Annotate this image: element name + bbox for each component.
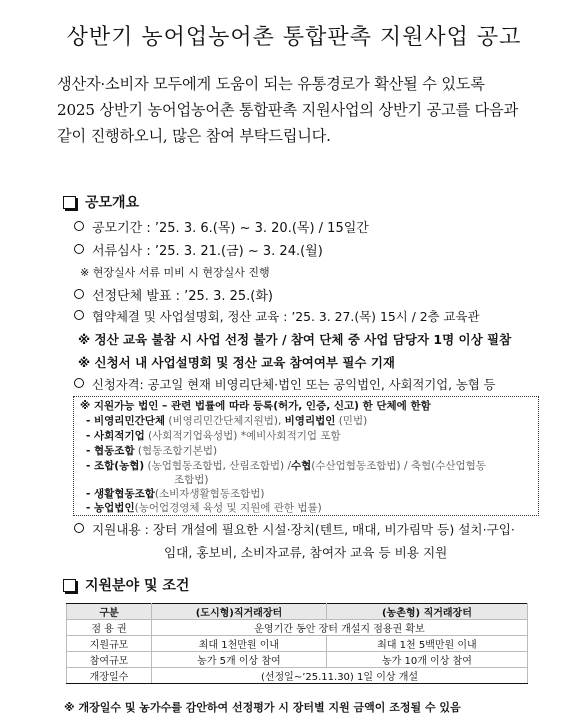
table-header-cell: (도시형)직거래장터 — [152, 604, 327, 620]
circle-bullet-icon — [74, 378, 84, 388]
page-title: 상반기 농어업농어촌 통합판촉 지원사업 공고 — [66, 25, 522, 50]
list-item-announce — [74, 285, 273, 304]
table-row — [67, 636, 528, 652]
warning-note: ※ 정산 교육 불참 시 사업 선정 불가 / 참여 단체 중 사업 담당자 1명 이상 필참 — [78, 332, 512, 347]
section-heading-overview — [63, 192, 139, 212]
intro-line: 같이 진행하오니, 많은 참여 부탁드립니다. — [57, 127, 331, 145]
intro-line: 2025 상반기 농어업농어촌 통합판촉 지원사업의 상반기 공고를 다음과 — [57, 101, 518, 119]
table-header-row — [67, 604, 528, 620]
list-item-review — [74, 240, 323, 259]
list-item-text: 신청자격: 공고일 현재 비영리단체·법인 또는 공익법인, 사회적기업, 농협 등 — [92, 378, 496, 392]
list-item-text: 서류심사 : ’25. 3. 21.(금) ~ 3. 24.(월) — [92, 244, 323, 259]
list-item-text: 선정단체 발표 : ’25. 3. 25.(화) — [92, 289, 273, 304]
circle-bullet-icon — [74, 523, 84, 533]
eligibility-line: - 조합(농협) (농업협동조합법, 산림조합법) /수협(수산업협동조합법) / 축협(수산업협동 — [86, 460, 486, 472]
eligibility-header: ※ 지원가능 법인 – 관련 법률에 따라 등록(허가, 인증, 신고) 한 단체에 한함 — [80, 400, 431, 412]
circle-bullet-icon — [74, 310, 84, 320]
circle-bullet-icon — [74, 289, 84, 299]
table-cell: 농가 5개 이상 참여 — [152, 652, 327, 668]
list-item-eligibility — [74, 375, 496, 393]
table-cell-label: 지원규모 — [67, 636, 152, 652]
section-heading-support-fields — [63, 575, 189, 595]
table-cell: 농가 10개 이상 참여 — [326, 652, 527, 668]
list-item-support — [74, 519, 515, 538]
circle-bullet-icon — [74, 221, 84, 231]
table-footnote: ※ 개장일수 및 농가수를 감안하여 선정평가 시 장터별 지원 금액이 조정될 수 있음 — [64, 701, 461, 714]
list-item-text: 협약체결 및 사업설명회, 정산 교육 : ’25. 3. 27.(목) 15시 / 2층 교육관 — [92, 309, 480, 324]
warning-note: ※ 신청서 내 사업설명회 및 정산 교육 참여여부 필수 기재 — [78, 355, 395, 370]
eligibility-line: - 사회적기업 (사회적기업육성법) *예비사회적기업 포함 — [86, 430, 341, 442]
table-cell: 최대 1천 5백만원 이내 — [326, 636, 527, 652]
checkbox-square-icon — [63, 196, 76, 209]
checkbox-square-icon — [63, 579, 76, 592]
support-conditions-table — [66, 603, 528, 684]
table-row — [67, 620, 528, 636]
section-heading-label: 지원분야 및 조건 — [85, 578, 190, 594]
table-cell: 최대 1천만원 이내 — [152, 636, 327, 652]
eligibility-line: - 생활협동조합(소비자생활협동조합법) — [86, 488, 265, 500]
eligibility-line: - 협동조합 (협동조합기본법) — [86, 445, 218, 457]
table-cell-label: 참여규모 — [67, 652, 152, 668]
eligibility-line: - 비영리민간단체 (비영리민간단체지원법), 비영리법인 (민법) — [86, 415, 368, 427]
eligibility-box — [73, 396, 539, 516]
intro-line: 생산자·소비자 모두에게 도움이 되는 유통경로가 확산될 수 있도록 — [57, 75, 485, 93]
list-item-agreement — [74, 307, 479, 325]
eligibility-line: 조합법) — [174, 474, 209, 486]
table-cell-label: 개장일수 — [67, 668, 152, 684]
eligibility-line: - 농업법인(농어업경영체 육성 및 지원에 관한 법률) — [86, 502, 322, 514]
table-header-cell: (농촌형) 직거래장터 — [326, 604, 527, 620]
review-note: ※ 현장실사 서류 미비 시 현장실사 진행 — [80, 266, 270, 279]
list-item-period — [74, 217, 369, 236]
table-cell: (선정일~’25.11.30) 1일 이상 개설 — [152, 668, 528, 684]
circle-bullet-icon — [74, 244, 84, 254]
table-row — [67, 668, 528, 684]
table-header-cell: 구분 — [67, 604, 152, 620]
table-row — [67, 652, 528, 668]
list-item-text: 공모기간 : ’25. 3. 6.(목) ~ 3. 20.(목) / 15일간 — [92, 221, 369, 236]
table-cell-label: 점 용 권 — [67, 620, 152, 636]
support-line-2: 임대, 홍보비, 소비자교류, 참여자 교육 등 비용 지원 — [164, 545, 448, 560]
table-cell: 운영기간 동안 장터 개설지 점용권 확보 — [152, 620, 528, 636]
list-item-text: 지원내용 : 장터 개설에 필요한 시설·장치(텐트, 매대, 비가림막 등) 설치·구입· — [92, 522, 515, 537]
section-heading-label: 공모개요 — [85, 195, 140, 211]
